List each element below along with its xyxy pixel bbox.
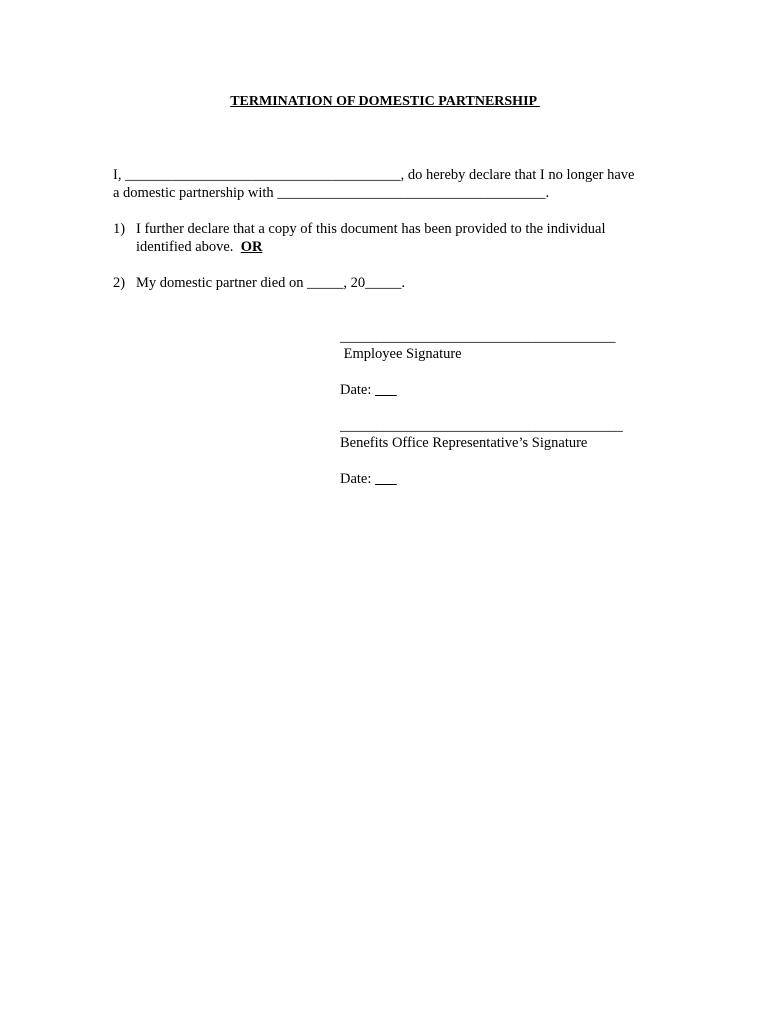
item-1-line-2-text: identified above.: [136, 239, 241, 255]
item-1-number: 1): [113, 221, 126, 237]
item-1-line-2: [136, 238, 262, 256]
rep-date-blank: [375, 471, 397, 487]
employee-date-label: Date:: [340, 382, 376, 398]
employee-date: [340, 381, 397, 399]
rep-date-label: Date:: [340, 471, 376, 487]
item-2-number: 2): [113, 275, 126, 291]
item-1-line-1: I further declare that a copy of this document has been provided to the individual: [136, 221, 606, 237]
declaration-line-2: a domestic partnership with _____________________________________.: [113, 185, 550, 201]
rep-date: [340, 470, 397, 488]
declaration-line-1: I, ______________________________________, do hereby declare that I no longer have: [113, 167, 635, 183]
employee-date-blank: [375, 382, 397, 398]
document-title: TERMINATION OF DOMESTIC PARTNERSHIP: [230, 94, 540, 109]
rep-signature-label: Benefits Office Representative’s Signature: [340, 435, 588, 451]
rep-signature-line: _______________________________________: [340, 418, 623, 434]
or-emphasis: OR: [240, 239, 263, 255]
employee-signature-line: ______________________________________: [340, 329, 616, 345]
employee-signature-label: Employee Signature: [340, 346, 462, 362]
item-2-line-1: My domestic partner died on _____, 20_____.: [136, 275, 406, 291]
